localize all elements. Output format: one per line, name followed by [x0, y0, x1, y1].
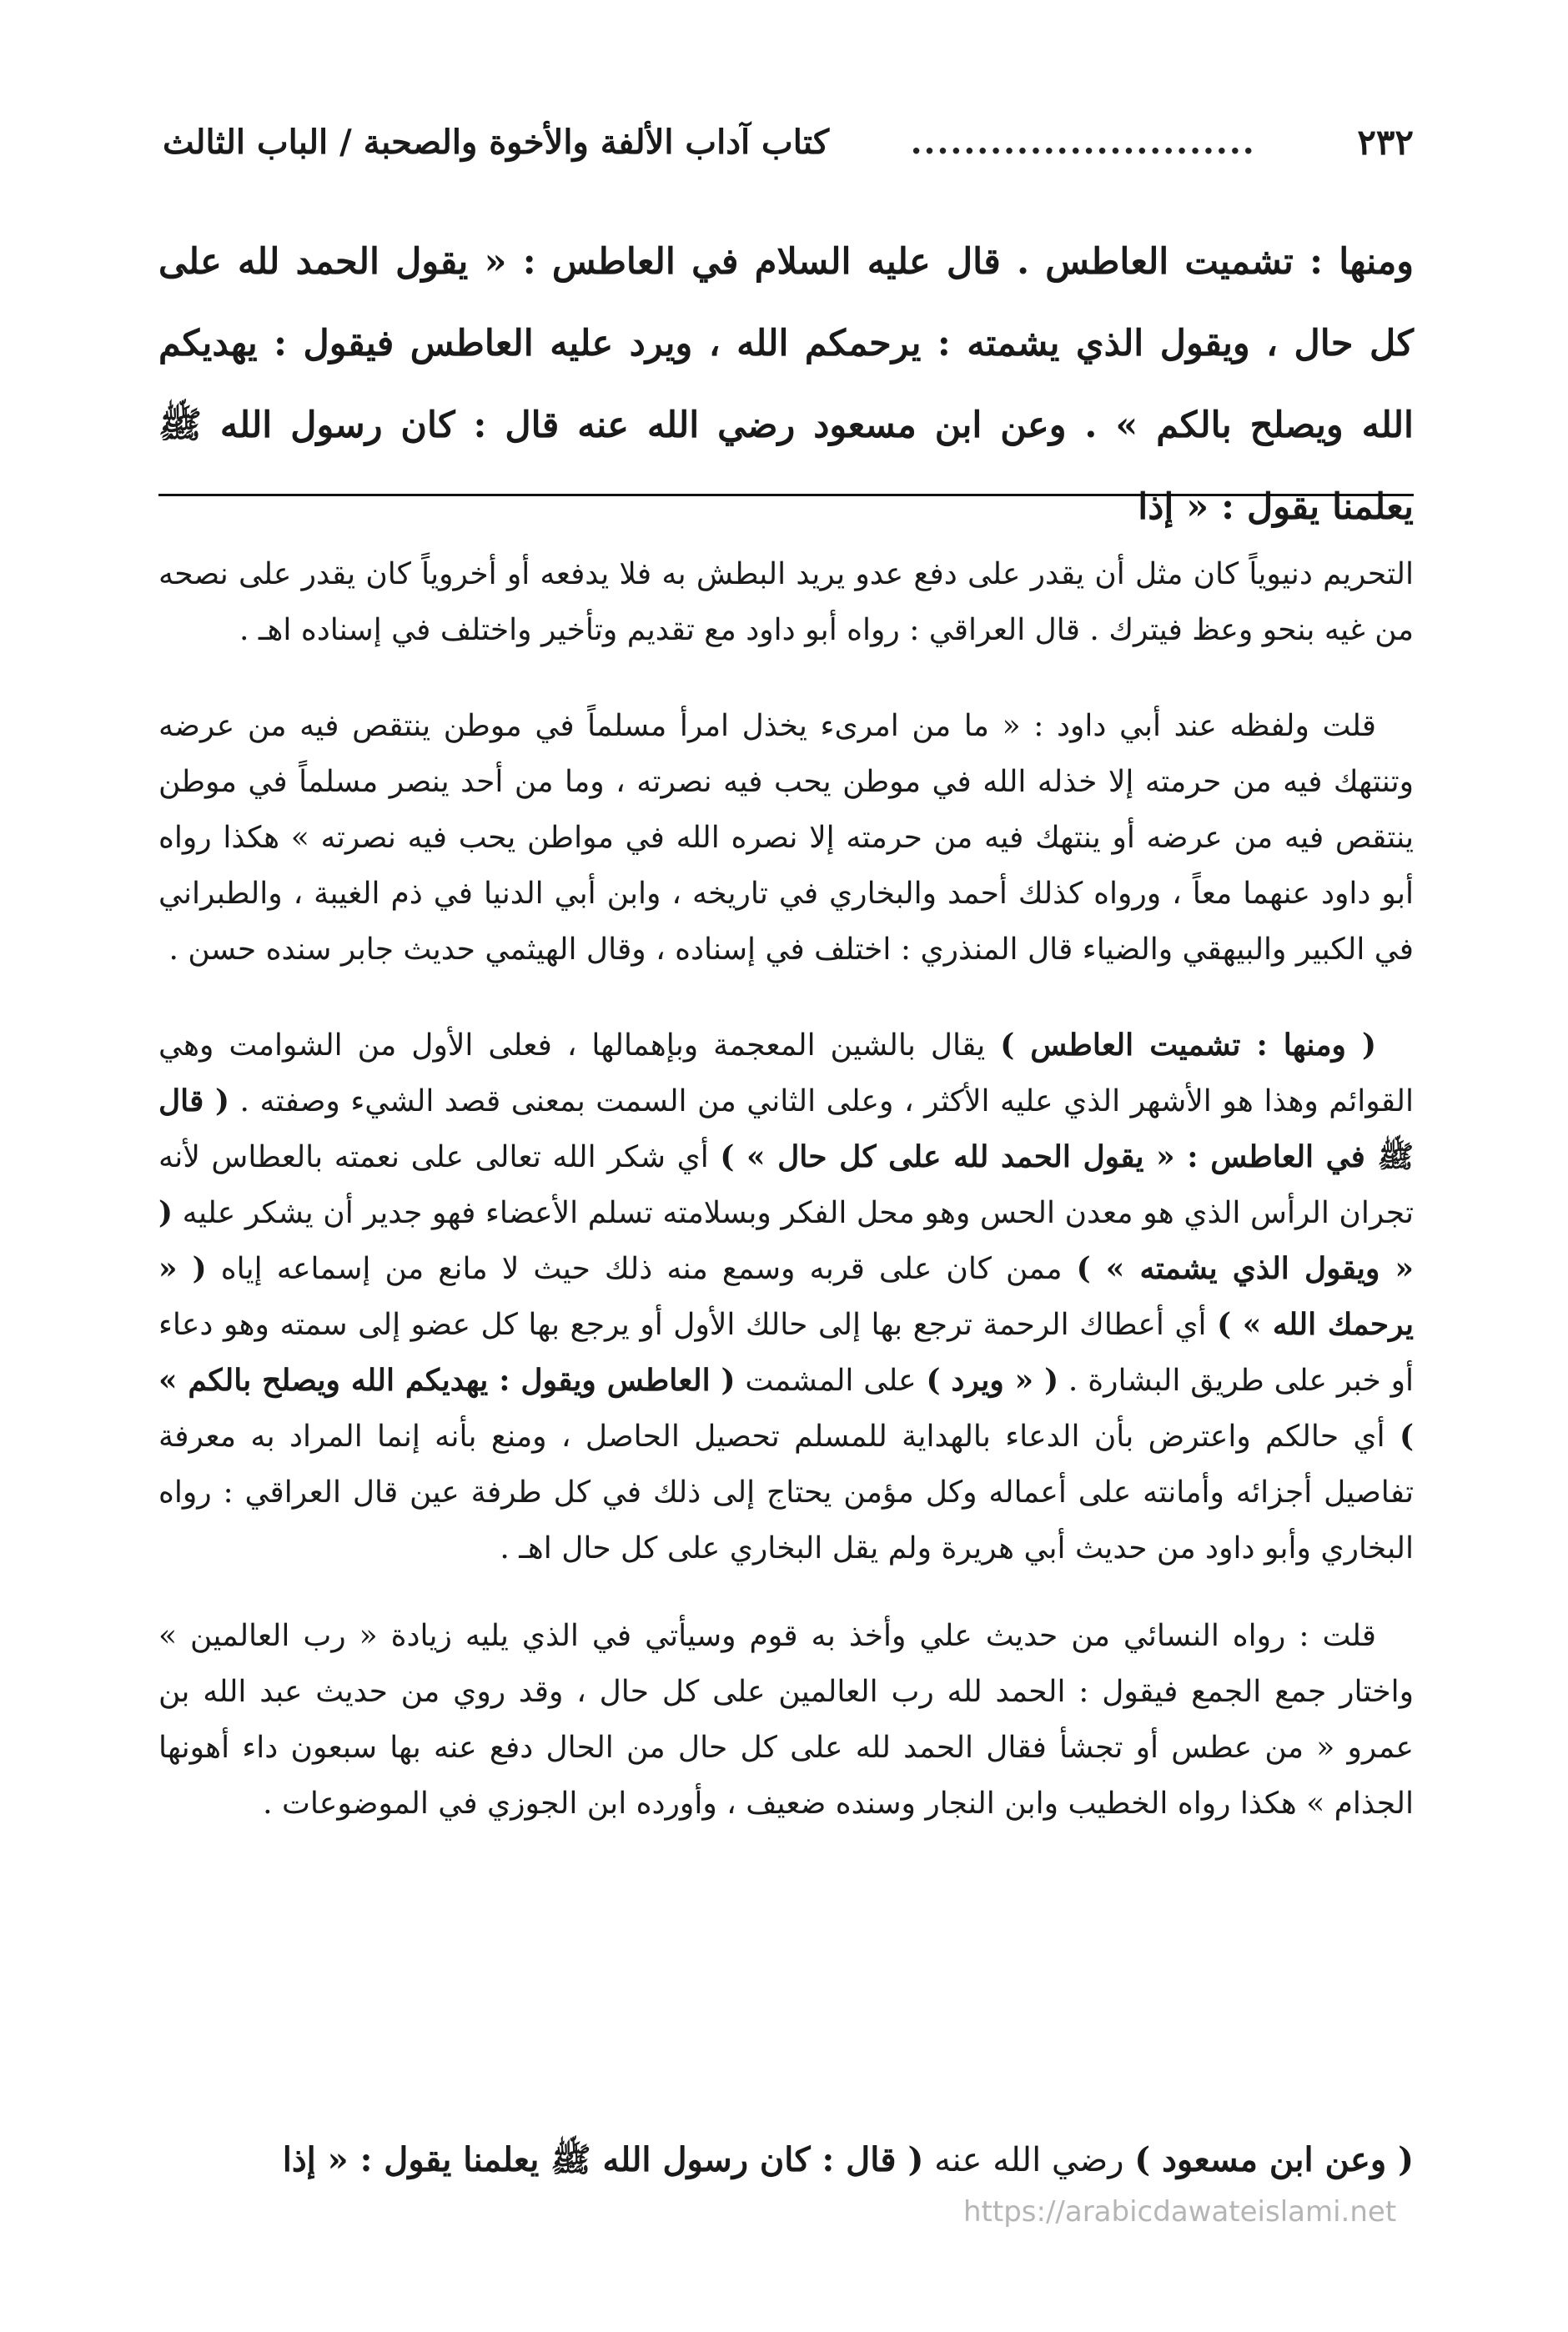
commentary-paragraph-3	[158, 1018, 1414, 1576]
commentary-paragraph-4: قلت : رواه النسائي من حديث علي وأخذ به قوم وسيأتي في الذي يليه زيادة « رب العالمين » واختار جمع الجمع فيقول : الحمد لله رب العالمين على كل حال ، وقد روي من حديث عبد الله بن عمرو « من عطس أو تجشأ فقال الحمد لله على كل حال من الحال دفع عنه بها سبعون داء أهونها الجذام » هكذا رواه الخطيب وابن النجار وسنده ضعيف ، وأورده ابن الجوزي في الموضوعات .	[158, 1619, 1414, 1821]
quoted-matn-5: ( « ويرد )	[926, 1363, 1059, 1398]
closing-line	[158, 2127, 1414, 2194]
quoted-matn-3: ( « ويقول الذي يشمته » )	[158, 1195, 1414, 1286]
explanation-3: ممن كان على قربه وسمع منه ذلك حيث لا مانع من إسماعه إياه	[206, 1252, 1077, 1286]
commentary-paragraph-1: التحريم دنيوياً كان مثل أن يقدر على دفع عدو يريد البطش به فلا يدفعه أو أخروياً كان يقدر على نصحه من غيه بنحو وعظ فيترك . قال العراقي : رواه أبو داود مع تقديم وتأخير واختلف في إسناده اهـ .	[158, 557, 1414, 647]
explanation-4: أي أعطاك الرحمة ترجع بها إلى حالك الأول أو يرجع بها كل عضو إلى سمته وهو دعاء أو خبر على طريق البشارة .	[158, 1308, 1415, 1398]
main-text-body: ومنها : تشميت العاطس . قال عليه السلام في العاطس : « يقول الحمد لله على كل حال ، ويقول الذي يشمته : يرحمكم الله ، ويرد عليه العاطس فيقول : يهديكم الله ويصلح بالكم » . وعن ابن مسعود رضي الله عنه قال : كان رسول الله ﷺ يعلمنا يقول : « إذا	[158, 241, 1414, 528]
closing-quoted-1: ( وعن ابن مسعود )	[1134, 2140, 1414, 2179]
closing-text: رضي الله عنه	[923, 2141, 1135, 2179]
commentary-paragraph-2: قلت ولفظه عند أبي داود : « ما من امرىء يخذل امرأ مسلماً في موطن ينتقص فيه من عرضه وتنتهك فيه من حرمته إلا خذله الله في موطن يحب فيه نصرته ، وما من أحد ينصر مسلماً في موطن ينتقص فيه من عرضه أو ينتهك فيه من حرمته إلا نصره الله في مواطن يحب فيه نصرته » هكذا رواه أبو داود عنهما معاً ، ورواه كذلك أحمد والبخاري في تاريخه ، وابن أبي الدنيا في ذم الغيبة ، والطبراني في الكبير والبيهقي والضياء قال المنذري : اختلف في إسناده ، وقال الهيثمي حديث جابر سنده حسن .	[158, 709, 1414, 967]
header-title: كتاب آداب الألفة والأخوة والصحبة / الباب الثالث	[163, 122, 830, 162]
explanation-5: على المشمت	[735, 1364, 927, 1398]
quoted-matn-6: ( العاطس ويقول : يهديكم الله ويصلح بالكم » )	[158, 1363, 1414, 1454]
watermark-url: https://arabicdawateislami.net	[963, 2195, 1397, 2229]
running-header	[163, 113, 1414, 171]
separator-rule	[158, 494, 1414, 496]
closing-quoted-2: ( قال : كان رسول الله ﷺ يعلمنا يقول : « إذا	[282, 2140, 924, 2179]
explanation-1: يقال بالشين المعجمة وبإهمالها ، فعلى الأول من الشوامت وهي القوائم وهذا هو الأشهر الذي عليه الأكثر ، وعلى الثاني من السمت بمعنى قصد الشيء وصفته .	[158, 1028, 1414, 1118]
page-number: ٢٣٢	[1357, 121, 1414, 163]
quoted-matn-4: ( « يرحمك الله » )	[158, 1251, 1414, 1342]
explanation-2: أي شكر الله تعالى على نعمته بالعطاس لأنه تجران الرأس الذي هو معدن الحس وهو محل الفكر وبسلامته تسلم الأعضاء فهو جدير أن يشكر عليه	[158, 1140, 1414, 1230]
header-leader-dots: ..........................	[910, 122, 1256, 162]
main-text	[158, 221, 1414, 548]
quoted-matn-2: ( قال ﷺ في العاطس : « يقول الحمد لله على كل حال » )	[158, 1083, 1415, 1174]
commentary	[158, 546, 1414, 1872]
explanation-6: أي حالكم واعترض بأن الدعاء بالهداية للمسلم تحصيل الحاصل ، ومنع بأنه إنما المراد به معرفة تفاصيل أجزائه وأمانته على أعماله وكل مؤمن يحتاج إلى ذلك في كل طرفة عين قال العراقي : رواه البخاري وأبو داود من حديث أبي هريرة ولم يقل البخاري على كل حال اهـ .	[158, 1420, 1414, 1566]
quoted-matn-1: ( ومنها : تشميت العاطس )	[1000, 1028, 1376, 1063]
